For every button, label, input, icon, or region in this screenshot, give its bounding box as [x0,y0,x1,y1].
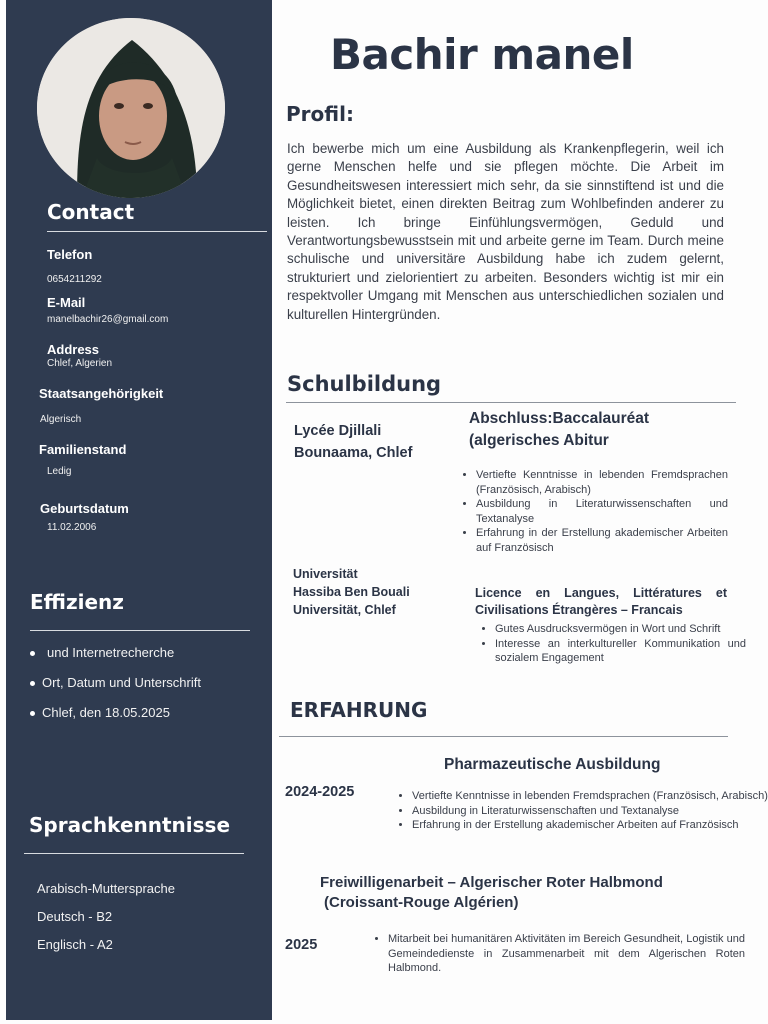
job-years: 2025 [285,937,318,953]
list-item: • Vertiefte Kenntnisse in lebenden Fremdsprachen (Französisch, Arabisch) [412,789,768,804]
email-label: E-Mail [47,295,86,310]
job-title: Pharmazeutische Ausbildung [444,756,661,773]
degree-title: Licence en Langues, Littératures et Civilisations Étrangères – Francais [475,586,727,617]
language-item: Deutsch - B2 [37,909,113,924]
university-name-line: Universität, Chlef [293,603,396,617]
address-label: Address [47,342,100,357]
school-name [294,420,412,464]
languages-heading: Sprachkenntnisse [29,813,231,837]
job-bullets [398,789,768,833]
list-item: • Ausbildung in Literaturwissenschaften und Textanalyse [412,804,768,819]
nationality-label: Staatsangehörigkeit [39,386,164,401]
efficiency-item: Ort, Datum und Unterschrift [42,675,201,690]
language-item: Arabisch-Muttersprache [37,881,175,896]
experience-heading: ERFAHRUNG [290,698,428,722]
applicant-name: Bachir manel [330,30,634,79]
language-item: Englisch - A2 [37,937,113,952]
bullet-icon [30,711,35,716]
languages-divider [24,853,244,854]
school-name-line: Lycée Djillali [294,423,382,439]
sidebar [6,0,272,1020]
job-title-line: Freiwilligenarbeit – Algerischer Roter Halbmond [320,874,663,891]
list-item: • Vertiefte Kenntnisse in lebenden Fremdsprachen (Französisch, Arabisch) [476,468,728,497]
job-years: 2024-2025 [285,784,355,800]
education-divider [286,402,736,403]
contact-heading: Contact [47,200,135,224]
education-heading: Schulbildung [287,372,442,396]
job-title [320,873,663,913]
job-bullets [374,932,745,976]
marital-status-label: Familienstand [39,442,127,457]
profile-photo [37,18,225,198]
job-title-line: (Croissant-Rouge Algérien) [324,894,519,911]
degree-title [469,408,649,452]
marital-status-value: Ledig [47,466,72,477]
degree-title-line: Abschluss:Baccalauréat [469,410,650,427]
list-item: • Ausbildung in Literaturwissenschaften und Textanalyse [476,497,728,526]
phone-value: 0654211292 [47,274,102,285]
list-item: • Erfahrung in der Erstellung akademischer Arbeiten auf Französisch [476,526,728,555]
bullet-icon [30,681,35,686]
efficiency-divider [30,630,250,631]
nationality-value: Algerisch [40,414,82,425]
list-item: • Interesse an interkultureller Kommunikation und sozialem Engagement [495,637,746,666]
list-item: • Gutes Ausdrucksvermögen in Wort und Schrift [495,622,746,637]
contact-divider [47,231,267,232]
birthdate-value: 11.02.2006 [47,522,97,533]
university-name-line: Hassiba Ben Bouali [293,585,410,599]
efficiency-item: Chlef, den 18.05.2025 [42,705,170,720]
efficiency-heading: Effizienz [30,590,124,614]
degree-bullets [462,468,728,556]
university-name [293,565,410,619]
list-item: • Mitarbeit bei humanitären Aktivitäten im Bereich Gesundheit, Logistik und Gemeindedienste in Zusammenarbeit mit dem Algerischen Roten Halbmond. [388,932,745,976]
efficiency-item: und Internetrecherche [47,645,175,660]
email-value: manelbachir26@gmail.com [47,314,169,325]
address-value: Chlef, Algerien [47,358,113,369]
degree-title-line: (algerisches Abitur [469,432,609,449]
person-photo-icon [37,18,225,198]
degree-bullets [481,622,746,666]
experience-divider [279,736,728,737]
birthdate-label: Geburtsdatum [40,501,129,516]
profile-text: Ich bewerbe mich um eine Ausbildung als Krankenpflegerin, weil ich gerne Menschen helfe und sie pflegen möchte. Die Arbeit im Gesundheitswesen interessiert mich sehr, da sie sinnstiftend ist und die Möglichkeit bietet, einen direkten Beitrag zum Wohlbefinden anderer zu leisten. Ich bringe Einfühlungsvermögen, Geduld und Verantwortungsbewusstsein mit und arbeite gerne im Team. Durch meine schulische und universitäre Ausbildung habe ich zudem gelernt, strukturiert und zielorientiert zu arbeiten. Besonders wichtig ist mir ein respektvoller Umgang mit Menschen aus unterschiedlichen sozialen und kulturellen Hintergründen. [287,141,724,322]
university-name-line: Universität [293,567,358,581]
phone-label: Telefon [47,247,93,262]
profile-heading: Profil: [286,102,354,126]
school-name-line: Bounaama, Chlef [294,445,413,461]
list-item: • Erfahrung in der Erstellung akademischer Arbeiten auf Französisch [412,818,768,833]
bullet-icon [30,651,35,656]
